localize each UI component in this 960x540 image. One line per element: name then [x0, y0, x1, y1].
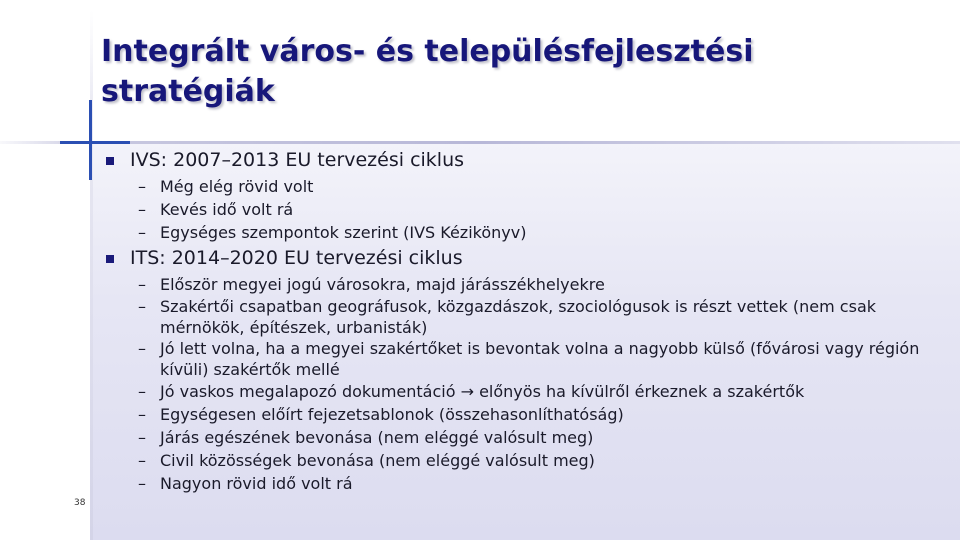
vertical-rule: [90, 10, 93, 540]
slide-title: Integrált város- és településfejlesztési stratégiák: [101, 34, 754, 109]
dash-marker: –: [138, 382, 146, 401]
sub-list-item: – Járás egészének bevonása (nem eléggé valósult meg): [138, 428, 594, 447]
accent-cross-horizontal: [60, 141, 130, 144]
square-bullet-icon: [106, 255, 114, 263]
sub-list-item: – Először megyei jogú városokra, majd járásszékhelyekre: [138, 275, 605, 294]
bullet-list: [104, 148, 950, 497]
sub-list-item: – Jó vaskos megalapozó dokumentáció → előnyös ha kívülről érkeznek a szakértők: [138, 382, 805, 401]
dash-marker: –: [138, 339, 146, 358]
list-item-its: [104, 246, 950, 495]
sub-list-item: – Civil közösségek bevonása (nem eléggé valósult meg): [138, 451, 595, 470]
accent-cross-vertical: [89, 100, 92, 180]
sub-list-item: – Szakértői csapatban geográfusok, közgazdászok, szociológusok is részt vettek (nem csak mérnökök, építészek, urbanisták): [138, 297, 877, 337]
sub-list-item: – Nagyon rövid idő volt rá: [138, 474, 353, 493]
sub-list-item: – Jó lett volna, ha a megyei szakértőket is bevontak volna a nagyobb külső (fővárosi vagy régión kívüli) szakértők mellé: [138, 339, 920, 379]
sub-list-item: – Egységesen előírt fejezetsablonok (összehasonlíthatóság): [138, 405, 624, 424]
dash-marker: –: [138, 474, 146, 493]
dash-marker: –: [138, 297, 146, 316]
sub-list-item: – Egységes szempontok szerint (IVS Kézikönyv): [138, 223, 527, 242]
square-bullet-icon: [106, 157, 114, 165]
dash-marker: –: [138, 405, 146, 424]
dash-marker: –: [138, 275, 146, 294]
sub-list-item: – Kevés idő volt rá: [138, 200, 294, 219]
list-item-ivs: [104, 148, 950, 244]
dash-marker: –: [138, 428, 146, 447]
page-number: 38: [74, 498, 86, 508]
list-item-text: IVS: 2007–2013 EU tervezési ciklus: [130, 149, 465, 171]
dash-marker: –: [138, 223, 146, 242]
sub-list: [130, 175, 950, 244]
sub-list: [130, 273, 950, 495]
horizontal-rule: [0, 141, 960, 144]
dash-marker: –: [138, 200, 146, 219]
dash-marker: –: [138, 177, 146, 196]
dash-marker: –: [138, 451, 146, 470]
list-item-text: ITS: 2014–2020 EU tervezési ciklus: [130, 247, 463, 269]
sub-list-item: – Még elég rövid volt: [138, 177, 314, 196]
